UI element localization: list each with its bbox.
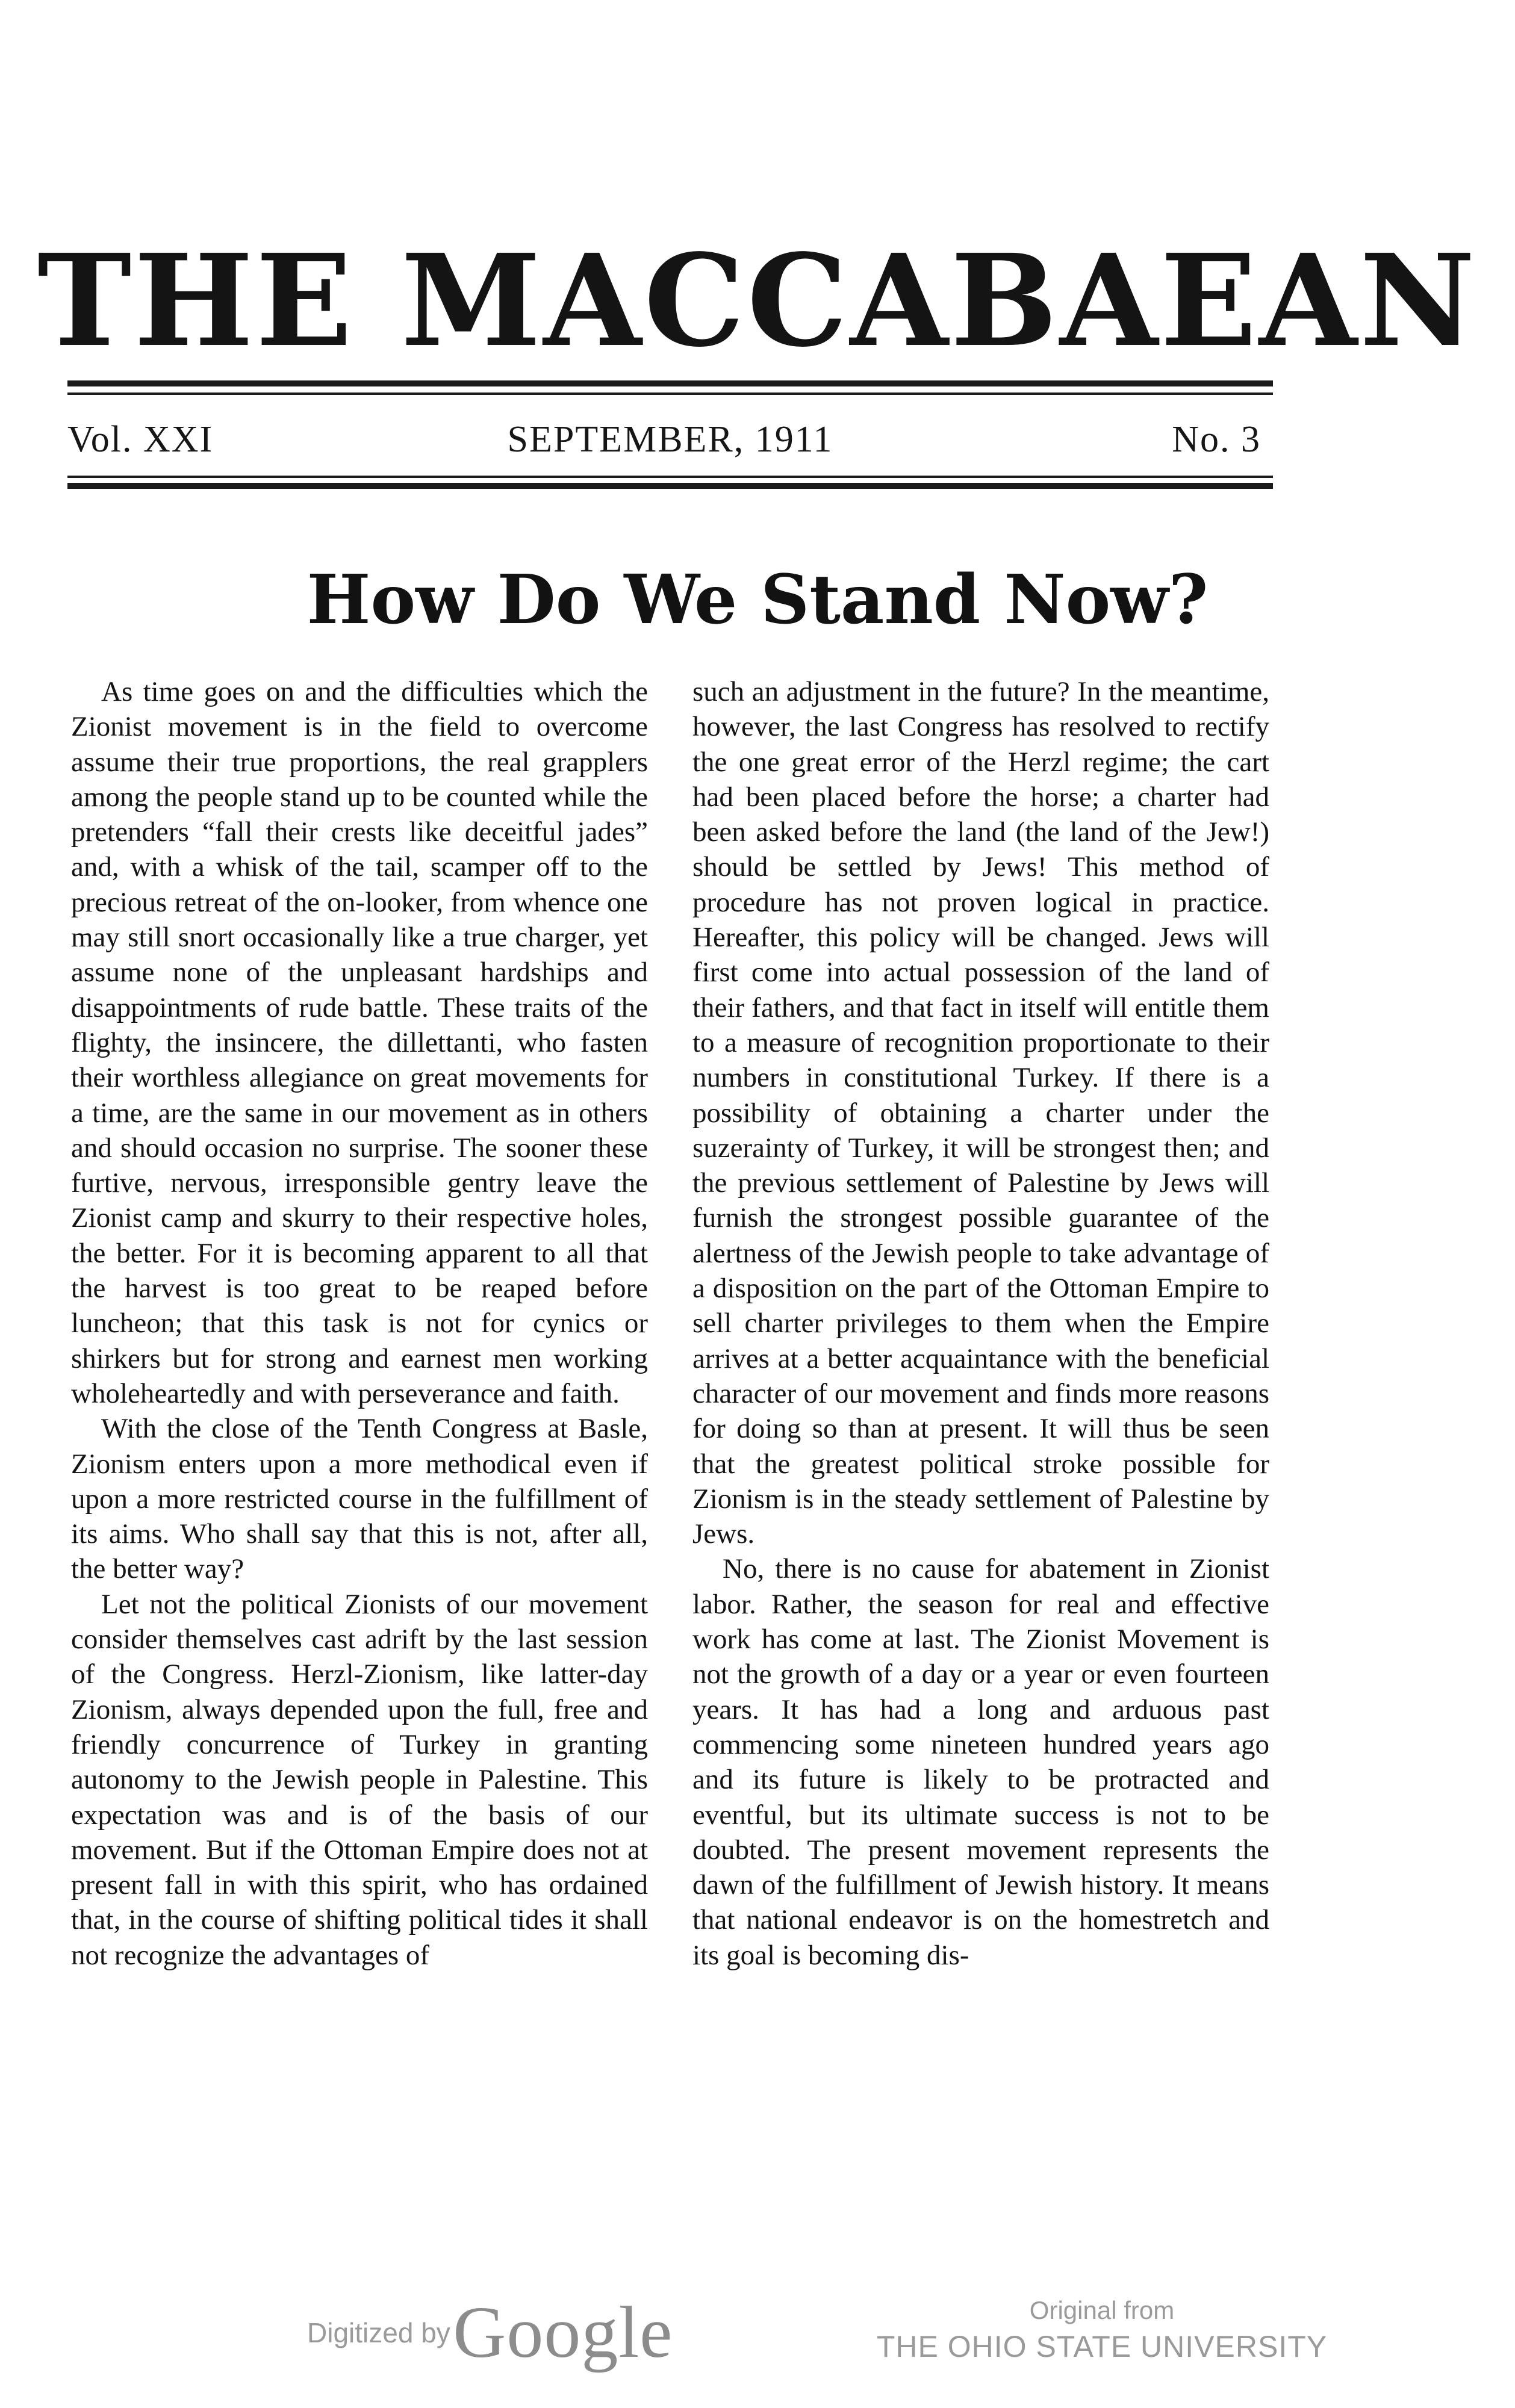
paragraph: No, there is no cause for abatement in Zionist labor. Rather, the season for real and effective work has come at last. The Zionist Movement is not the growth of a day or a year or even fourteen years. It has had a long and arduous past commencing some nineteen hundred years ago and its future is likely to be protracted and eventful, but its ultimate success is not to be doubted. The present movement represents the dawn of the fulfillment of Jewish history. It means that national endeavor is on the homestretch and its goal is becoming dis-	[692, 1553, 1269, 1971]
institution-name: THE OHIO STATE UNIVERSITY	[876, 2330, 1328, 2363]
top-rule-thick	[67, 380, 1273, 386]
issue-date: SEPTEMBER, 1911	[507, 419, 833, 460]
digitized-by-label: Digitized by	[307, 2317, 450, 2348]
paragraph: With the close of the Tenth Congress at Basle, Zionism enters upon a more methodical even if upon a more restricted course in the fulfillment of its aims. Who shall say that this is not, after all, the better way?	[71, 1413, 648, 1585]
masthead-title: THE MACCABAEAN	[37, 226, 1478, 375]
issue-number: No. 3	[1172, 419, 1261, 460]
article-title: How Do We Stand Now?	[306, 560, 1209, 639]
paragraph-continued: such an adjustment in the future? In the meantime, however, the last Congress has resolved to rectify the one great error of the Herzl regime; the cart had been placed before the horse; a charter had been asked before the land (the land of the Jew!) should be settled by Jews! This method of procedure has not proven logical in practice. Hereafter, this policy will be changed. Jews will first come into actual possession of the land of their fathers, and that fact in itself will entitle them to a measure of recognition proportionate to their numbers in constitutional Turkey. If there is a possibility of obtaining a charter under the suzerainty of Turkey, it will be strongest then; and the previous settlement of Palestine by Jews will furnish the strongest possible guarantee of the alertness of the Jewish people to take advantage of a disposition on the part of the Ottoman Empire to sell charter privileges to them when the Empire arrives at a better acquaintance with the beneficial character of our movement and finds more reasons for doing so than at present. It will thus be seen that the greatest political stroke possible for Zionism is in the steady settlement of Palestine by Jews.	[692, 676, 1269, 1550]
original-from-label: Original from	[1029, 2296, 1175, 2324]
bottom-rule-thin	[67, 476, 1273, 478]
paragraph: Let not the political Zionists of our movement consider themselves cast adrift by the last session of the Congress. Herzl-Zionism, like latter-day Zionism, always depended upon the full, free and friendly concurrence of Turkey in granting autonomy to the Jewish people in Palestine. This expectation was and is of the basis of our movement. But if the Ottoman Empire does not at present fall in with this spirit, who has ordained that, in the course of shifting political tides it shall not recognize the advantages of	[71, 1588, 648, 1971]
top-rule-thin	[67, 393, 1273, 395]
volume-label: Vol. XXI	[67, 419, 214, 460]
bottom-rule-thick	[67, 483, 1273, 489]
original-from-watermark	[831, 2294, 1373, 2366]
google-logo: Google	[453, 2292, 673, 2373]
left-column	[71, 674, 648, 1973]
digitized-by-watermark	[307, 2291, 673, 2373]
issue-line	[67, 415, 1273, 464]
right-column	[692, 674, 1269, 1973]
paragraph: As time goes on and the difficulties which the Zionist movement is in the field to overcome assume their true proportions, the real grapplers among the people stand up to be counted while the pretenders “fall their crests like deceitful jades” and, with a whisk of the tail, scamper off to the precious retreat of the on-looker, from whence one may still snort occasionally like a true charger, yet assume none of the unpleasant hardships and disappointments of rude battle. These traits of the flighty, the insincere, the dillettanti, who fasten their worthless allegiance on great movements for a time, are the same in our movement as in others and should occasion no surprise. The sooner these furtive, nervous, irresponsible gentry leave the Zionist camp and skurry to their respective holes, the better. For it is becoming apparent to all that the harvest is too great to be reaped before luncheon; that this task is not for cynics or shirkers but for strong and earnest men working wholeheartedly and with perseverance and faith.	[71, 676, 648, 1409]
